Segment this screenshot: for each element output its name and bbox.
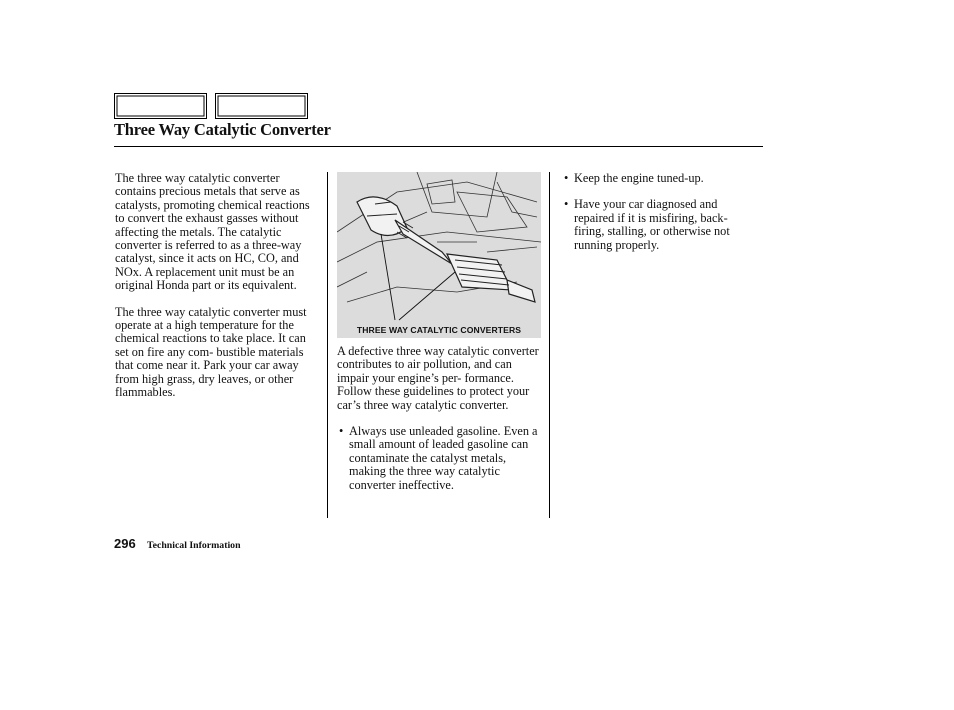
bullet-icon: •: [339, 424, 344, 439]
paragraph-catalyst-description: The three way catalytic converter contains precious metals that serve as catalysts, promoting chemical reactions to convert the exhaust gasses without affecting the metals. The catalytic converter is referred to as a three-way catalyst, since it acts on HC, CO, and NOx. A replacement unit must be an original Honda part or its equivalent.: [115, 171, 310, 293]
column-3: [562, 172, 758, 252]
page-number: 296: [114, 536, 136, 551]
column-2: [337, 345, 545, 492]
page-title: Three Way Catalytic Converter: [114, 120, 331, 139]
bullet-item-unleaded: [337, 425, 545, 492]
figure-caption: THREE WAY CATALYTIC CONVERTERS: [356, 325, 522, 335]
bullet-icon: •: [564, 171, 569, 185]
bullet-text: Always use unleaded gasoline. Even a small amount of leaded gasoline can contaminate the catalyst metals, making the three way catalytic converter ineffective.: [349, 424, 538, 492]
section-name: Technical Information: [147, 540, 241, 551]
column-divider-1: [327, 172, 328, 518]
column-1: [115, 172, 319, 400]
nav-next-button[interactable]: [215, 93, 308, 119]
title-divider: [114, 146, 763, 147]
converter-diagram: [337, 172, 541, 338]
paragraph-fire-warning: The three way catalytic converter must operate at a high temperature for the chemical reactions to take place. It can set on fire any com- bustible materials that come near it. Park your car away from high grass, dry leaves, or other flammables.: [115, 304, 307, 400]
paragraph-guidelines-intro: A defective three way catalytic converter contributes to air pollution, and can impair your engine’s per- formance. Follow these guidelines to protect your car’s three way catalytic converter.: [337, 344, 539, 412]
bullet-text: Have your car diagnosed and repaired if it is misfiring, back- firing, stalling, or otherwise not running properly.: [574, 197, 730, 252]
catalytic-converter-illustration: [337, 172, 541, 338]
nav-previous-button[interactable]: [114, 93, 207, 119]
bullet-item-diagnose: [562, 198, 758, 252]
bullet-text: Keep the engine tuned-up.: [574, 171, 704, 185]
column-divider-2: [549, 172, 550, 518]
bullet-item-tune-up: [562, 172, 758, 185]
bullet-icon: •: [564, 197, 569, 212]
